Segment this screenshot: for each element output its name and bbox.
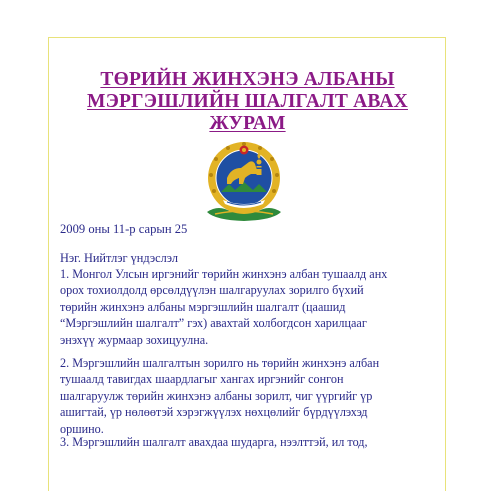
- paragraph-2: 2. Мэргэшлийн шалгалтын зорилго нь төрийн жинхэнэ албан тушаалд тавигдах шаардлагыг хангах иргэнийг сонгон шалгаруулж төрийн жинхэнэ албаны зорилт, чиг үүргийг үр ашигтай, үр нөлөөтэй хэрэгжүүлэх нөхцөлийг бүрдүүлэхэд оршино.: [60, 356, 380, 436]
- paragraph-3: 3. Мэргэшлийн шалгалт авахдаа шударга, нээлттэй, ил тод,: [60, 435, 368, 449]
- mongolia-state-emblem-icon: [193, 138, 295, 222]
- paragraph-1: 1. Монгол Улсын иргэнийг төрийн жинхэнэ албан тушаалд анх орох тохиолдолд өрсөлдүүлэн шалгаруулах зорилго бүхий төрийн жинхэнэ албаны мэргэшлийн шалгалт (цаашид “Мэргэшлийн шалгалт” гэх) авахтай холбогдсон харилцааг энэхүү журмаар зохицуулна.: [60, 267, 388, 347]
- section-heading: Нэг. Нийтлэг үндэслэл: [60, 251, 178, 265]
- document-title: ТӨРИЙН ЖИНХЭНЭ АЛБАНЫ МЭРГЭШЛИЙН ШАЛГАЛТ АВАХ ЖУРАМ: [87, 69, 408, 134]
- document-date: 2009 оны 11-р сарын 25: [60, 222, 188, 236]
